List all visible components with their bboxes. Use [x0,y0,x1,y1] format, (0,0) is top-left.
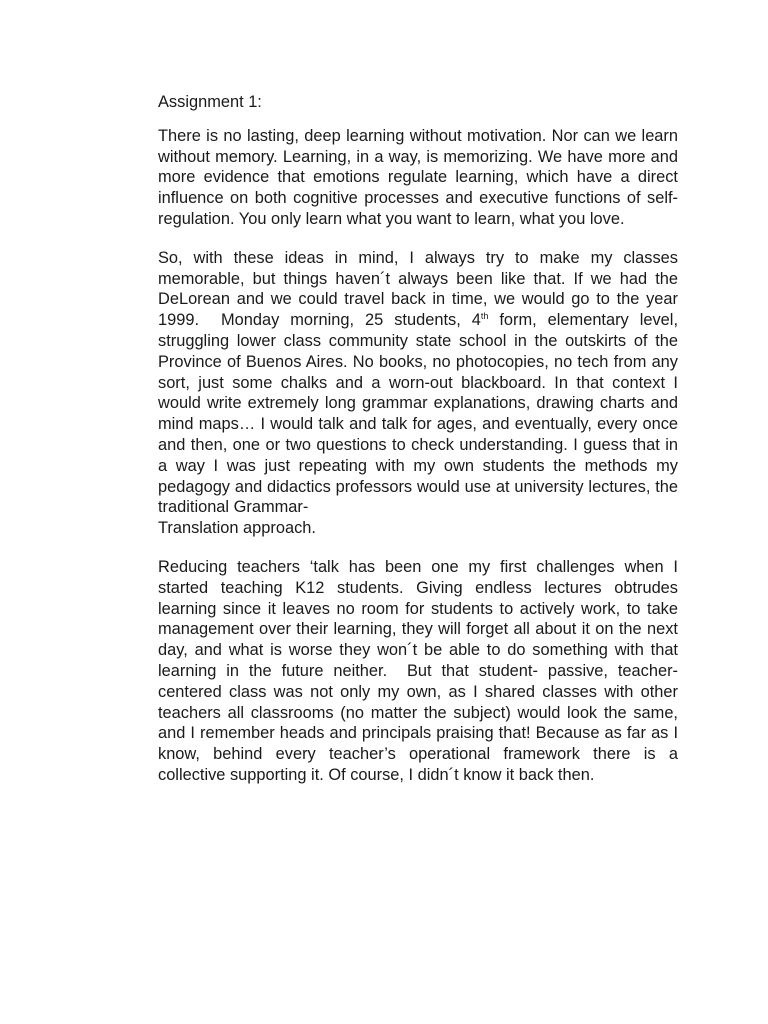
paragraph-delorean-text-start: So, with these ideas in mind, I always try to make my classes memorable, but things haven´t always been like that. If we had the DeLorean and we could travel back in time, we would go to the year 1999. Monday morning, 25 students, 4 [158,248,678,330]
document-page [158,92,678,804]
paragraph-teacher-talk: Reducing teachers ‘talk has been one my first challenges when I started teaching K12 students. Giving endless lectures obtrudes learning since it leaves no room for students to actively work, to take management over their learning, they will forget all about it on the next day, and what is worse they won´t be able to do something with that learning in the future neither. But that student- passive, teacher-centered class was not only my own, as I shared classes with other teachers all classrooms (no matter the subject) would look the same, and I remember heads and principals praising that! Because as far as I know, behind every teacher’s operational framework there is a collective supporting it. Of course, I didn´t know it back then. [158,557,678,784]
paragraph-delorean-text-end: form, elementary level, struggling lower class community state school in the outskirts of the Province of Buenos Aires. No books, no photocopies, no tech from any sort, just some chalks and a worn-out blackboard. In that context I would write extremely long grammar explanations, drawing charts and mind maps… I would talk and talk for ages, and eventually, every once and then, one or two questions to check understanding. I guess that in a way I was just repeating with my own students the methods my pedagogy and didactics professors would use at university lectures, the traditional Grammar- [158,311,678,517]
paragraph-motivation: There is no lasting, deep learning without motivation. Nor can we learn without memory. Learning, in a way, is memorizing. We have more and more evidence that emotions regulate learning, which have a direct influence on both cognitive processes and executive functions of self-regulation. You only learn what you want to learn, what you love. [158,126,678,228]
paragraph-delorean-last-line: Translation approach. [158,519,316,538]
paragraph-delorean [158,248,678,539]
ordinal-superscript: th [480,311,489,322]
assignment-heading: Assignment 1: [158,93,262,111]
